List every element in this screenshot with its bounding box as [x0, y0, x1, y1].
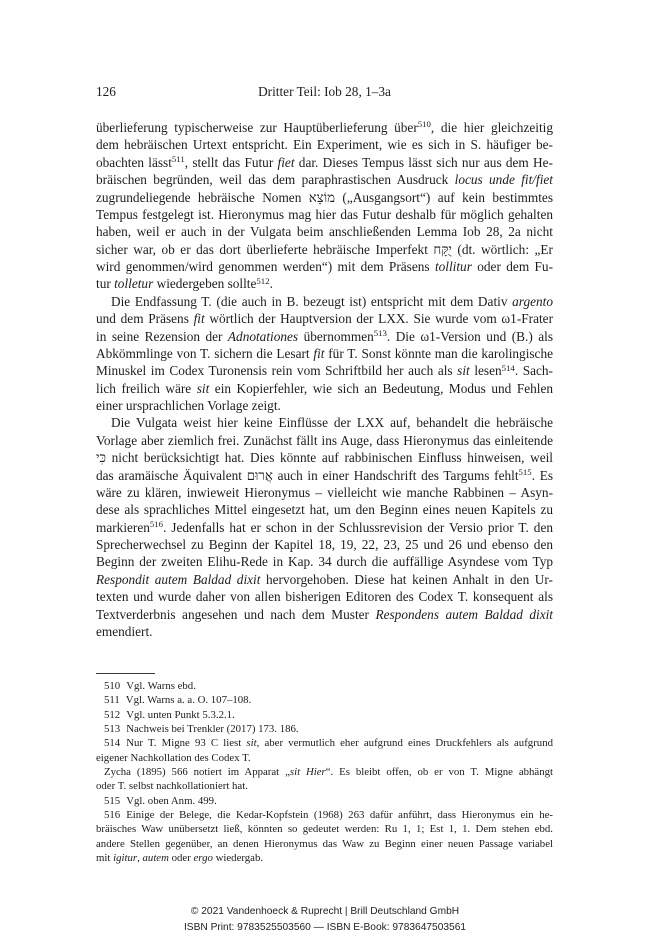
- italic-run: argento: [512, 293, 553, 309]
- body-line: [96, 154, 553, 171]
- text-run: Textverderbnis angesehen und nach dem Muster: [96, 606, 376, 622]
- text-run: Sprecherwechsel zu Beginn der Kapitel 18, 19, 22, 23, 25 und 26 und ebenso den: [96, 537, 553, 552]
- text-run: Zycha (1895) 566 notiert im Apparat „: [104, 765, 290, 778]
- body-line: [96, 275, 553, 292]
- italic-run: sit Hier: [289, 765, 326, 778]
- footnote-line: [96, 722, 553, 736]
- text-run: Vgl. Warns ebd.: [126, 680, 196, 692]
- body-line: [96, 449, 553, 466]
- body-line: [96, 119, 553, 136]
- footnote-ref: 513: [373, 327, 387, 338]
- footnote: [96, 722, 553, 736]
- footnote: [96, 808, 553, 865]
- body-line: [96, 414, 553, 431]
- running-title: Dritter Teil: Iob 28, 1–3a: [258, 84, 391, 99]
- text-run: einer ursprachlichen Vorlage zeigt.: [96, 398, 281, 413]
- footnote-line: [96, 765, 553, 779]
- body-line: [96, 223, 553, 240]
- footnote-ref: 512: [256, 275, 270, 286]
- text-run: texten und wurde daher von allen bisherigen Editoren des Codex T. konsequent als: [96, 589, 553, 605]
- text-run: Tempus festgelegt ist. Hieronymus mag hier das Futur deshalb für möglich gehalten: [96, 206, 553, 222]
- body-line: [96, 501, 553, 518]
- body-line: [96, 362, 553, 379]
- footnote-number: 515: [104, 794, 121, 807]
- footnote: [96, 679, 553, 693]
- text-run: Die Vulgata weist hier keine Einflüsse der LXX auf, behandelt die hebräische: [111, 415, 553, 431]
- body-line: [96, 328, 553, 345]
- footnote-number: 510: [104, 680, 121, 692]
- italic-run: sit: [246, 737, 257, 750]
- text-run: haben, weil er auch in der Vulgata beim anschließenden Lemma Iob 28, 2a nicht: [96, 224, 553, 240]
- text-run: Nur T. Migne 93 C liest: [126, 737, 247, 750]
- hebrew-word: יֻקָּח: [433, 241, 452, 257]
- text-run: Vgl. unten Punkt 5.3.2.1.: [126, 708, 235, 721]
- italic-run: autem: [142, 851, 169, 864]
- footnote-line: [96, 837, 553, 851]
- footnote-line: [96, 751, 553, 765]
- body-line: [96, 206, 553, 223]
- footnotes: [96, 679, 553, 865]
- text-run: . Es: [531, 467, 554, 483]
- footnote-line: [96, 679, 553, 693]
- paragraph: [96, 414, 553, 640]
- footnote-ref: 515: [518, 466, 532, 477]
- text-run: , stellt das Futur: [184, 154, 278, 170]
- text-run: Vgl. oben Anm. 499.: [126, 794, 217, 807]
- text-run: übernommen: [298, 328, 374, 344]
- text-run: . Die ω1-Version und (B.) als: [386, 328, 554, 344]
- text-run: für T. Sonst könnte man die karolingische: [324, 345, 554, 361]
- footnote-ref: 510: [417, 119, 431, 130]
- text-run: tur: [96, 276, 115, 292]
- text-run: Einige der Belege, die Kedar-Kopfstein (1968) 263 dafür anführt, dass Hieronymus ein he-: [126, 808, 553, 821]
- text-run: oder T. selbst nachkollationiert hat.: [96, 780, 248, 793]
- text-run: sicher war, ob er das dort überlieferte hebräische Imperfekt: [96, 241, 434, 257]
- text-run: das aramäische Äquivalent: [96, 467, 247, 483]
- footnote-line: [96, 779, 553, 793]
- body-line: [96, 432, 553, 449]
- text-run: in seine Rezension der: [96, 328, 228, 344]
- italic-run: sit: [196, 380, 210, 396]
- footnote-line: [96, 822, 553, 836]
- copyright-line: © 2021 Vandenhoeck & Ruprecht | Brill Deutschland GmbH: [190, 906, 460, 917]
- page-number: 126: [96, 84, 116, 99]
- text-run: markieren: [96, 519, 150, 535]
- body-line: [96, 258, 553, 275]
- text-run: nicht berücksichtigt hat. Dies könnte auf rabbinischen Einfluss hinweisen, weil: [106, 450, 553, 466]
- text-run: auch in einer Handschrift des Targums fehlt: [272, 467, 519, 483]
- running-head: [96, 83, 553, 101]
- text-run: bräisches Waw unübersetzt ließ, könnten so gedeutet werden: Ru 1, 1; Est 1, 1. Dem stehen ebd.: [96, 823, 553, 836]
- text-run: . Sach-: [514, 363, 553, 379]
- main-text: [96, 119, 553, 640]
- body-line: [96, 293, 553, 310]
- text-run: .: [269, 276, 273, 292]
- body-line: [96, 380, 553, 397]
- body-line: [96, 606, 553, 623]
- text-run: obachten lässt: [96, 154, 172, 170]
- italic-run: Adnotationes: [227, 328, 299, 344]
- italic-run: Respondens autem Baldad dixit: [375, 606, 554, 622]
- text-run: („Ausgangsort“) auf kein bestimmtes: [335, 189, 553, 205]
- body-line: [96, 553, 553, 570]
- body-line: [96, 189, 553, 206]
- text-run: wiedergeben sollte: [153, 276, 257, 292]
- body-line: [96, 467, 553, 484]
- text-run: zugrundeliegende hebräische Nomen: [96, 189, 309, 205]
- italic-run: ergo: [193, 851, 213, 864]
- footnote-ref: 511: [171, 154, 185, 165]
- footnote-number: 512: [104, 708, 121, 721]
- italic-run: sit: [457, 363, 470, 379]
- footnote-line: [96, 708, 553, 722]
- text-run: wörtlich der Hauptversion der LXX. Sie wurde vom ω1-Frater: [204, 311, 553, 327]
- text-run: Abkömmlinge von T. sichern die Lesart: [96, 345, 314, 361]
- footnote-ref: 516: [149, 519, 164, 530]
- body-line: [96, 397, 553, 414]
- hebrew-word: מוֹצָא: [308, 189, 335, 205]
- text-run: dem hebräischen Urtext entspricht. Ein Experiment, wie es sich in S. häufiger be-: [96, 137, 553, 153]
- italic-run: fiet: [277, 154, 295, 170]
- text-run: Minuskel im Codex Turonensis rein vom Schriftbild her auch als: [96, 363, 458, 379]
- footnote: [96, 736, 553, 793]
- isbn-line: ISBN Print: 9783525503560 — ISBN E-Book: 9783647503561: [183, 922, 467, 933]
- text-run: ein Kopierfehler, wie sich an Bedeutung, Modus und Fehlen: [209, 380, 554, 396]
- footnote-line: [96, 851, 553, 865]
- footnote-line: [96, 794, 553, 808]
- text-run: und dem Präsens: [96, 311, 194, 327]
- italic-run: locus unde fit/fiet: [454, 172, 553, 188]
- text-run: lesen: [469, 363, 502, 379]
- footnote-number: 514: [104, 737, 121, 750]
- text-run: , aber vermutlich eher aufgrund eines Druckfehlers als aufgrund: [256, 737, 553, 750]
- text-run: überlieferung typischerweise zur Hauptüberlieferung über: [96, 120, 418, 135]
- body-line: [96, 571, 553, 588]
- text-run: dar. Dieses Tempus lässt sich nur aus dem He-: [294, 154, 553, 170]
- body-line: [96, 136, 553, 153]
- text-run: bräischen begründen, weil das dem paraphrastischen Ausdruck: [96, 172, 455, 188]
- paragraph: [96, 119, 553, 293]
- footnote-line: [96, 808, 553, 822]
- footnote: [96, 708, 553, 722]
- body-line: [96, 536, 553, 553]
- text-run: oder: [168, 851, 194, 864]
- text-run: , die hier gleichzeitig: [430, 120, 553, 135]
- text-run: . Jedenfalls hat er schon in der Schlussrevision der Versio prior T. den: [163, 519, 553, 535]
- hebrew-word: אֲרוּם: [246, 467, 273, 483]
- footnote: [96, 693, 553, 707]
- text-run: dese als sprachliches Mittel eingesetzt hat, um den Beginn eines neuen Kapitels zu: [96, 502, 553, 518]
- body-line: [96, 310, 553, 327]
- text-run: Vgl. Warns a. a. O. 107–108.: [125, 694, 252, 707]
- text-run: ,: [137, 851, 143, 864]
- body-line: [96, 623, 553, 640]
- footnote-separator: [96, 673, 155, 674]
- text-run: Vorlage aber ziemlich frei. Zunächst fällt ins Auge, dass Hieronymus das einleitende: [96, 432, 553, 448]
- imprint: [0, 904, 650, 936]
- footnote-line: [96, 693, 553, 707]
- text-run: Nachweis bei Trenkler (2017) 173. 186.: [126, 722, 299, 735]
- text-run: mit: [96, 851, 114, 864]
- text-run: eigener Nachkollation des Codex T.: [96, 751, 251, 764]
- footnote-line: [96, 736, 553, 750]
- italic-run: tollitur: [434, 259, 472, 274]
- body-line: [96, 345, 553, 362]
- italic-run: fit: [313, 345, 325, 361]
- text-run: Die Endfassung T. (die auch in B. bezeugt ist) entspricht mit dem Dativ: [111, 293, 513, 309]
- paragraph: [96, 293, 553, 415]
- text-run: “. Es bleibt offen, ob er von T. Migne abhängt: [325, 765, 554, 778]
- text-run: emendiert.: [96, 623, 153, 639]
- footnote-number: 513: [104, 722, 121, 735]
- text-run: oder dem Fu-: [471, 259, 553, 274]
- text-run: wird genommen/wird genommen werden“) mit dem Präsens: [96, 259, 435, 274]
- text-run: wiedergab.: [212, 851, 264, 864]
- footnote-number: 516: [104, 808, 121, 821]
- body-line: [96, 241, 553, 258]
- italic-run: igitur: [113, 851, 138, 864]
- text-run: (dt. wörtlich: „Er: [451, 241, 553, 257]
- text-run: hervorgehoben. Diese hat keinen Anhalt in den Ur-: [260, 571, 553, 587]
- italic-run: fit: [193, 311, 205, 327]
- hebrew-word: כִּי: [96, 450, 106, 466]
- body-line: [96, 484, 553, 501]
- body-line: [96, 171, 553, 188]
- text-run: Beginn der zweiten Elihu-Rede in Kap. 34 durch die auffällige Asyndese vom Typ: [96, 554, 553, 570]
- body-line: [96, 588, 553, 605]
- text-run: lich freilich wäre: [96, 380, 197, 396]
- footnote-number: 511: [104, 694, 120, 707]
- body-line: [96, 519, 553, 536]
- italic-run: Respondit autem Baldad dixit: [96, 571, 261, 587]
- footnote-ref: 514: [501, 362, 515, 373]
- text-run: wäre zu klären, inwieweit Hieronymus – vielleicht wie manche Rabbinen – Asyn-: [96, 484, 553, 500]
- text-run: andere Stellen gegenüber, an denen Hieronymus das Waw zu Beginn einer neuen Passage variabel: [96, 837, 553, 850]
- italic-run: tolletur: [114, 276, 154, 292]
- footnote: [96, 794, 553, 808]
